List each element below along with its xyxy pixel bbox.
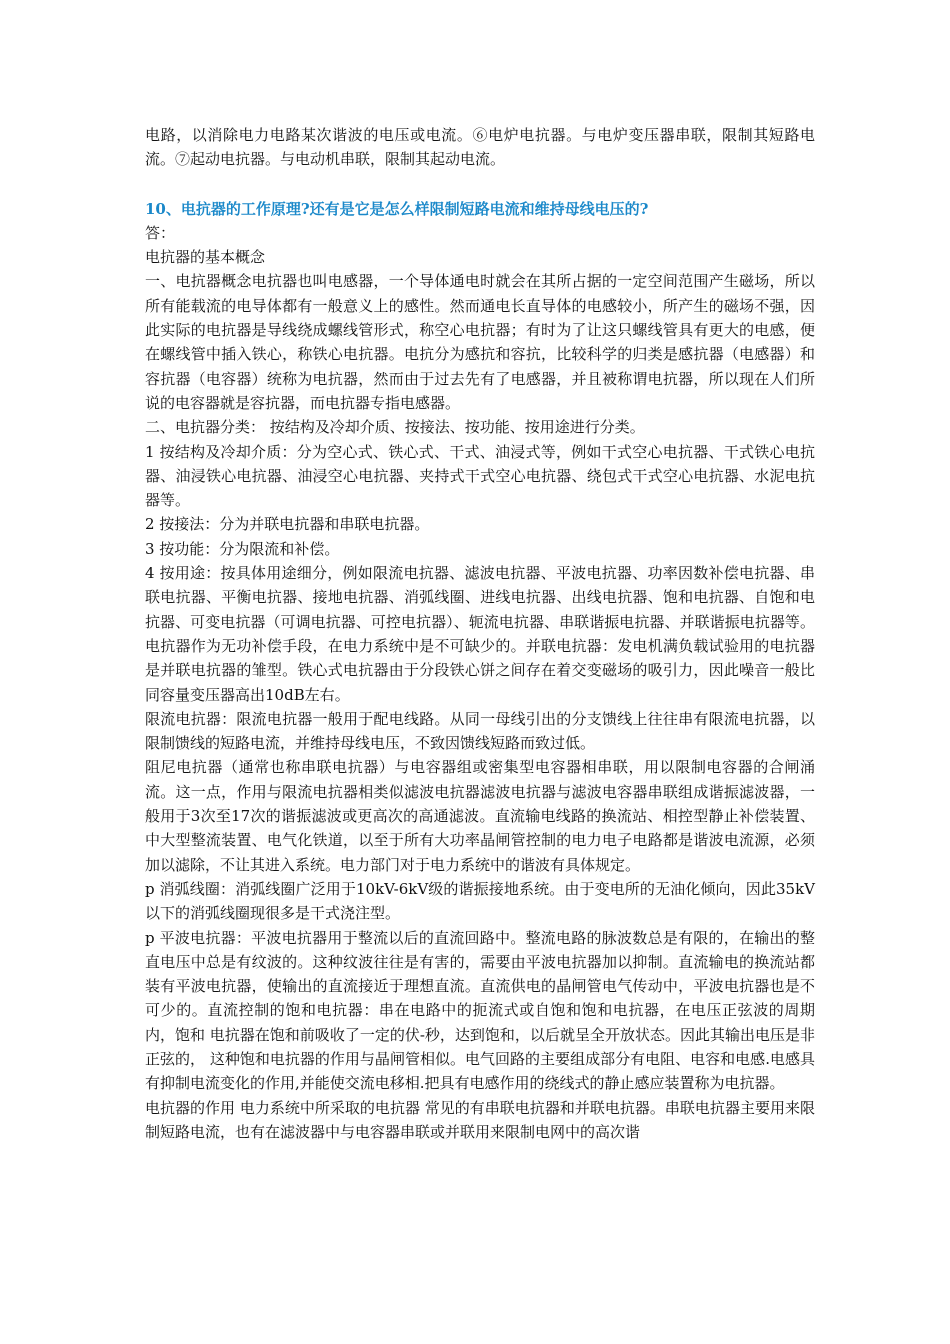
answer-label: 答： — [145, 223, 176, 242]
paragraph-by-connection: 2 按接法：分为并联电抗器和串联电抗器。 — [145, 515, 430, 534]
question-heading: 10、电抗器的工作原理?还有是它是怎么样限制短路电流和维持母线电压的? — [145, 199, 649, 218]
paragraph-by-function: 3 按功能：分为限流和补偿。 — [145, 539, 340, 558]
intro-paragraph: 电路，以消除电力电路某次谐波的电压或电流。⑥电炉电抗器。与电炉变压器串联，限制其短路电流。⑦起动电抗器。与电动机串联，限制其起动电流。 — [145, 126, 815, 169]
paragraph-concept: 一、电抗器概念电抗器也叫电感器，一个导体通电时就会在其所占据的一定空间范围产生磁场，所以所有能载流的电导体都有一般意义上的感性。然而通电长直导体的电感较小，所产生的磁场不强，因此实际的电抗器是导线绕成螺线管形式，称空心电抗器；有时为了让这只螺线管具有更大的电感，便在螺线管中插入铁心，称铁心电抗器。电抗分为感抗和容抗，比较科学的归类是感抗器（电感器）和容抗器（电容器）统称为电抗器，然而由于过去先有了电感器，并且被称谓电抗器，所以现在人们所说的电容器就是容抗器，而电抗器专指电感器。 — [145, 272, 815, 412]
paragraph-by-structure: 1 按结构及冷却介质：分为空心式、铁心式、干式、油浸式等，例如干式空心电抗器、干式铁心电抗器、油浸铁心电抗器、油浸空心电抗器、夹持式干式空心电抗器、绕包式干式空心电抗器、水泥电抗器等。 — [145, 442, 815, 510]
section-gap — [145, 172, 815, 197]
paragraph-reactor-role: 电抗器的作用 电力系统中所采取的电抗器 常见的有串联电抗器和并联电抗器。串联电抗器主要用来限制短路电流，也有在滤波器中与电容器串联或并联用来限制电网中的高次谐 — [145, 1098, 815, 1141]
paragraph-current-limiting: 限流电抗器：限流电抗器一般用于配电线路。从同一母线引出的分支馈线上往往串有限流电抗器，以限制馈线的短路电流，并维持母线电压，不致因馈线短路而致过低。 — [145, 709, 815, 753]
paragraph-smoothing-reactor: p 平波电抗器：平波电抗器用于整流以后的直流回路中。整流电路的脉波数总是有限的，在输出的整直电压中总是有纹波的。这种纹波往往是有害的，需要由平波电抗器加以抑制。直流输电的换流站都装有平波电抗器，使输出的直流接近于理想直流。直流供电的晶闸管电气传动中，平波电抗器也是不可少的。直流控制的饱和电抗器：串在电路中的扼流式或自饱和饱和电抗器，在电压正弦波的周期内，饱和 电抗器在饱和前吸收了一定的伏-秒，达到饱和，以后就呈全开放状态。因此其输出电压是非正弦的， 这种饱和电抗器的作用与晶闸管相似。电气回路的主要组成部分有电阻、电容和电感.电感具有抑制电流变化的作用,并能使交流电移相.把具有电感作用的绕线式的静止感应装置称为电抗器。 — [145, 928, 815, 1093]
paragraph-classification: 二、电抗器分类： 按结构及冷却介质、按接法、按功能、按用途进行分类。 — [145, 418, 645, 437]
paragraph-damping-reactor: 阻尼电抗器（通常也称串联电抗器）与电容器组或密集型电容器相串联，用以限制电容器的合闸涌流。这一点，作用与限流电抗器相类似滤波电抗器滤波电抗器与滤波电容器串联组成谐振滤波器，一般用于3次至17次的谐振滤波或更高次的高通滤波。直流输电线路的换流站、相控型静止补偿装置、中大型整流装置、电气化铁道，以至于所有大功率晶闸管控制的电力电子电路都是谐波电流源，必须加以滤除，不让其进入系统。电力部门对于电力系统中的谐波有具体规定。 — [145, 758, 815, 874]
paragraph-by-usage: 4 按用途：按具体用途细分，例如限流电抗器、滤波电抗器、平波电抗器、功率因数补偿电抗器、串联电抗器、平衡电抗器、接地电抗器、消弧线圈、进线电抗器、出线电抗器、饱和电抗器、自饱和电抗器、可变电抗器（可调电抗器、可控电抗器）、轭流电抗器、串联谐振电抗器、并联谐振电抗器等。 电抗器作为无功补偿手段，在电力系统中是不可缺少的。并联电抗器：发电机满负载试验用的电抗器是并联电抗器的雏型。铁心式电抗器由于分段铁心饼之间存在着交变磁场的吸引力，因此噪音一般比同容量变压器高出10dB左右。 — [145, 564, 815, 704]
document-page — [145, 123, 815, 1144]
section-title: 电抗器的基本概念 — [145, 248, 266, 267]
paragraph-arc-suppression: p 消弧线圈：消弧线圈广泛用于10kV-6kV级的谐振接地系统。由于变电所的无油化倾向，因此35kV以下的消弧线圈现很多是干式浇注型。 — [145, 879, 815, 923]
